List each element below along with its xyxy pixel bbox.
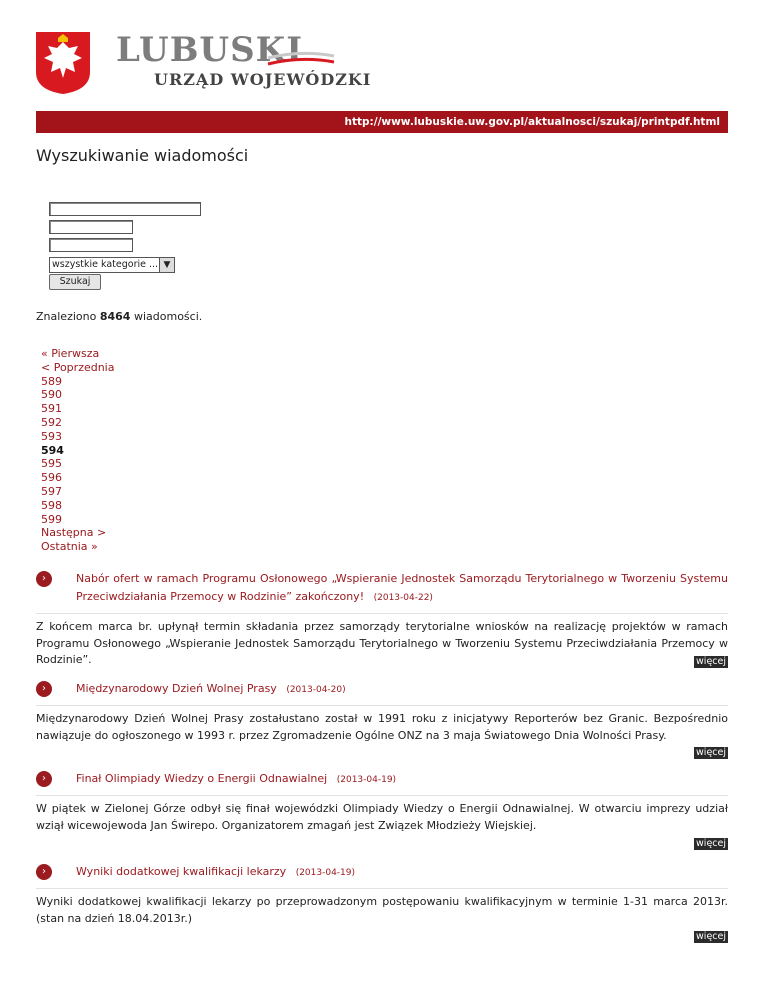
pager-page-link[interactable]: 593 xyxy=(41,429,62,443)
page-title: Wyszukiwanie wiadomości xyxy=(36,146,249,165)
divider xyxy=(36,888,728,889)
pager-page-link[interactable]: 598 xyxy=(41,498,62,512)
logo-title: LUBUSKI xyxy=(116,30,304,70)
pagination xyxy=(41,347,114,554)
pager-first-link[interactable]: « Pierwsza xyxy=(41,347,100,360)
dropdown-arrow-icon[interactable]: ▼ xyxy=(159,258,174,272)
chevron-right-icon[interactable]: › xyxy=(36,571,52,587)
news-title-link[interactable]: Finał Olimpiady Wiedzy o Energii Odnawialnej xyxy=(76,772,328,785)
news-date: (2013-04-19) xyxy=(295,868,356,878)
pager-page-link[interactable]: 596 xyxy=(41,471,62,485)
date-to-input[interactable] xyxy=(49,238,133,252)
news-item xyxy=(36,570,728,680)
url-bar xyxy=(36,111,728,133)
divider xyxy=(36,705,728,706)
news-item xyxy=(36,863,728,953)
news-date: (2013-04-22) xyxy=(373,593,433,603)
pager-last-link[interactable]: Ostatnia » xyxy=(41,540,98,554)
coat-of-arms-icon xyxy=(36,32,90,94)
news-title-link[interactable]: Wyniki dodatkowej kwalifikacji lekarzy xyxy=(76,865,287,878)
search-button[interactable]: Szukaj xyxy=(49,274,101,290)
news-title-link[interactable]: Międzynarodowy Dzień Wolnej Prasy xyxy=(76,682,277,695)
divider xyxy=(36,613,728,614)
pager-prev-link[interactable]: < Poprzednia xyxy=(41,360,115,374)
news-date: (2013-04-20) xyxy=(286,685,346,695)
pager-page-link[interactable]: 590 xyxy=(41,388,62,402)
news-title-row xyxy=(36,680,728,699)
news-date: (2013-04-19) xyxy=(336,775,397,785)
results-count: Znaleziono 8464 wiadomości. xyxy=(36,310,203,323)
news-title-row xyxy=(36,770,728,789)
pager-page-link[interactable]: 595 xyxy=(41,457,62,471)
site-header xyxy=(36,30,736,100)
news-excerpt: W piątek w Zielonej Górze odbył się finał wojewódzki Olimpiady Wiedzy o Energii Odnawialnej. W otwarciu imprezy udział wziął wicewojewoda Jan Świrepo. Organizatorem zmagań jest Związek Młodzieży Wiejskiej. xyxy=(36,802,728,832)
pager-next-link[interactable]: Następna > xyxy=(41,526,107,540)
news-excerpt: Z końcem marca br. upłynął termin składania przez samorządy terytorialne wniosków na realizację projektów w ramach Programu Osłonowego „Wspieranie Jednostek Samorządu Terytorialnego w Tworzeniu Systemu Przeciwdziałania Przemocy w Rodzinie”. xyxy=(36,620,728,666)
chevron-right-icon[interactable]: › xyxy=(36,771,52,787)
pager-page-link[interactable]: 599 xyxy=(41,512,62,526)
divider xyxy=(36,795,728,796)
category-select[interactable] xyxy=(49,257,175,273)
news-item xyxy=(36,770,728,860)
news-more-link[interactable]: więcej xyxy=(696,838,726,849)
news-excerpt: Międzynarodowy Dzień Wolnej Prasy zostałustano został w 1991 roku z inicjatywy Reporterów bez Granic. Bezpośrednio nawiązuje do ogłoszonego w 1993 r. przez Zgromadzenie Ogólne ONZ na 3 maja Światowego Dnia Wolności Prasy. xyxy=(36,712,728,742)
chevron-right-icon[interactable]: › xyxy=(36,681,52,697)
flag-stripes-icon xyxy=(266,50,336,74)
news-title-row xyxy=(36,863,728,882)
news-item xyxy=(36,680,728,770)
pager-current-page: 594 xyxy=(41,443,64,457)
chevron-right-icon[interactable]: › xyxy=(36,864,52,880)
news-excerpt: Wyniki dodatkowej kwalifikacji lekarzy po przeprowadzonym postępowaniu kwalifikacyjnym w terminie 1-31 marca 2013r. (stan na dzień 18.04.2013r.) xyxy=(36,895,728,925)
news-more-link[interactable]: więcej xyxy=(696,931,726,942)
pager-page-link[interactable]: 592 xyxy=(41,415,62,429)
news-title-link[interactable]: Nabór ofert w ramach Programu Osłonowego „Wspieranie Jednostek Samorządu Terytorialnego w Tworzeniu Systemu Przeciwdziałania Przemocy w Rodzinie” zakończony! xyxy=(76,572,728,603)
logo-subtitle: URZĄD WOJEWÓDZKI xyxy=(154,70,372,89)
search-input[interactable] xyxy=(49,202,201,216)
pager-page-link[interactable]: 589 xyxy=(41,374,62,388)
pager-page-link[interactable]: 597 xyxy=(41,484,62,498)
pager-page-link[interactable]: 591 xyxy=(41,402,62,416)
news-title-row xyxy=(36,570,728,607)
news-more-link[interactable]: więcej xyxy=(696,656,726,667)
category-select-value: wszystkie kategorie ... xyxy=(52,259,159,270)
results-count-value: 8464 xyxy=(99,310,131,323)
news-more-link[interactable]: więcej xyxy=(696,747,726,758)
print-url: http://www.lubuskie.uw.gov.pl/aktualnosci/szukaj/printpdf.html xyxy=(344,116,720,128)
date-from-input[interactable] xyxy=(49,220,133,234)
